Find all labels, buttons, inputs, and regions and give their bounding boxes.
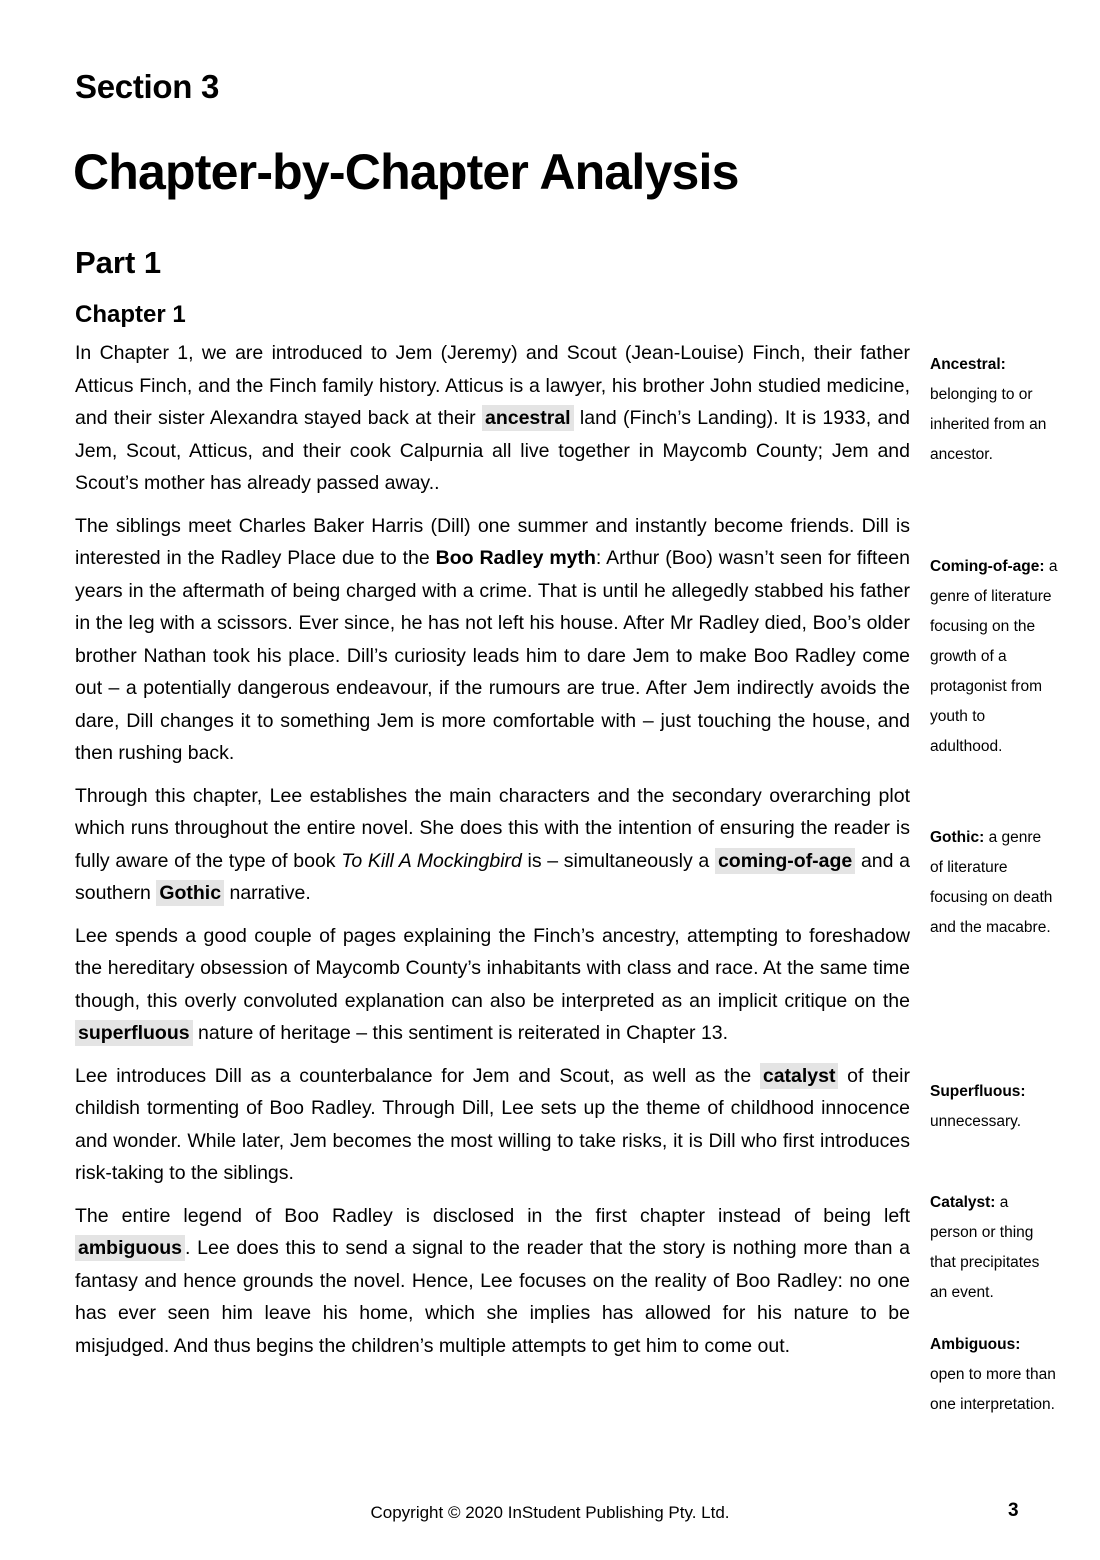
margin-note-definition: a genre of literature focusing on death and the macabre. — [930, 829, 1053, 936]
margin-note-term: Coming-of-age: — [930, 558, 1045, 575]
margin-note-term: Ancestral: — [930, 356, 1006, 373]
margin-note-ambiguous — [930, 1330, 1058, 1420]
margin-note-term: Ambiguous: — [930, 1336, 1021, 1353]
section-label: Section 3 — [75, 68, 220, 105]
page-title: Chapter-by-Chapter Analysis — [73, 144, 739, 200]
paragraph-1: In Chapter 1, we are introduced to Jem (Jeremy) and Scout (Jean-Louise) Finch, their father Atticus Finch, and the Finch family history. Atticus is a lawyer, his brother John studied medicine, and their sister Alexandra stayed back at their ancestral land (Finch’s Landing). It is 1933, and Jem, Scout, Atticus, and their cook Calpurnia all live together in Maycomb County; Jem and Scout’s mother has already passed away.. — [75, 342, 910, 494]
body-text-column — [75, 337, 910, 1372]
margin-note-term: Gothic: — [930, 829, 985, 846]
margin-note-definition: unnecessary. — [930, 1113, 1022, 1130]
margin-note-catalyst — [930, 1188, 1058, 1308]
margin-note-gothic — [930, 823, 1058, 943]
margin-note-term: Catalyst: — [930, 1194, 996, 1211]
margin-note-definition: open to more than one interpretation. — [930, 1366, 1056, 1413]
paragraph-4: Lee spends a good couple of pages explaining the Finch’s ancestry, attempting to foreshadow the hereditary obsession of Maycomb County’s inhabitants with class and race. At the same time though, this overly convoluted explanation can also be interpreted as an implicit critique on the superfluous nature of heritage – this sentiment is reiterated in Chapter 13. — [75, 924, 910, 1044]
margin-note-coming-of-age — [930, 552, 1058, 762]
paragraph-3: Through this chapter, Lee establishes the main characters and the secondary overarching plot which runs throughout the entire novel. She does this with the intention of ensuring the reader is fully aware of the type of book To Kill A Mockingbird is – simultaneously a coming-of-age and a southern Gothic narrative. — [75, 784, 911, 904]
margin-note-term: Superfluous: — [930, 1083, 1026, 1100]
paragraph-6: The entire legend of Boo Radley is disclosed in the first chapter instead of being left ambiguous . Lee does this to send a signal to the reader that the story is nothing more than a fantasy and hence grounds the novel. Hence, Lee focuses on the reality of Boo Radley: no one has ever seen him leave his home, which she implies has allowed for his nature to be misjudged. And thus begins the children’s multiple attempts to get him to come out. — [75, 1204, 910, 1357]
margin-note-ancestral — [930, 350, 1058, 470]
margin-note-definition: a person or thing that precipitates an event. — [930, 1194, 1040, 1301]
margin-note-definition: a genre of literature focusing on the growth of a protagonist from youth to adulthood. — [930, 558, 1058, 755]
part-heading: Part 1 — [75, 245, 162, 280]
paragraph-5: Lee introduces Dill as a counterbalance for Jem and Scout, as well as the catalyst of their childish tormenting of Boo Radley. Through Dill, Lee sets up the theme of childhood innocence and wonder. While later, Jem becomes the most willing to take risks, it is Dill who first introduces risk-taking to the siblings. — [75, 1064, 910, 1184]
chapter-heading: Chapter 1 — [75, 301, 186, 328]
page-number: 3 — [1008, 1500, 1019, 1521]
margin-note-superfluous — [930, 1077, 1058, 1137]
footer-copyright: Copyright © 2020 InStudent Publishing Pty. Ltd. — [370, 1503, 730, 1522]
paragraph-2: The siblings meet Charles Baker Harris (Dill) one summer and instantly become friends. Dill is interested in the Radley Place due to the Boo Radley myth: Arthur (Boo) wasn’t seen for fifteen years in the aftermath of being charged with a crime. That is until he allegedly stabbed his father in the leg with a scissors. Ever since, he has not left his house. After Mr Radley died, Boo’s older brother Nathan took his place. Dill’s curiosity leads him to dare Jem to make Boo Radley come out – a potentially dangerous endeavour, if the rumours are true. After Jem indirectly avoids the dare, Dill changes it to something Jem is more comfortable with – just touching the house, and then rushing back. — [75, 514, 910, 764]
margin-note-definition: belonging to or inherited from an ancestor. — [930, 386, 1047, 463]
